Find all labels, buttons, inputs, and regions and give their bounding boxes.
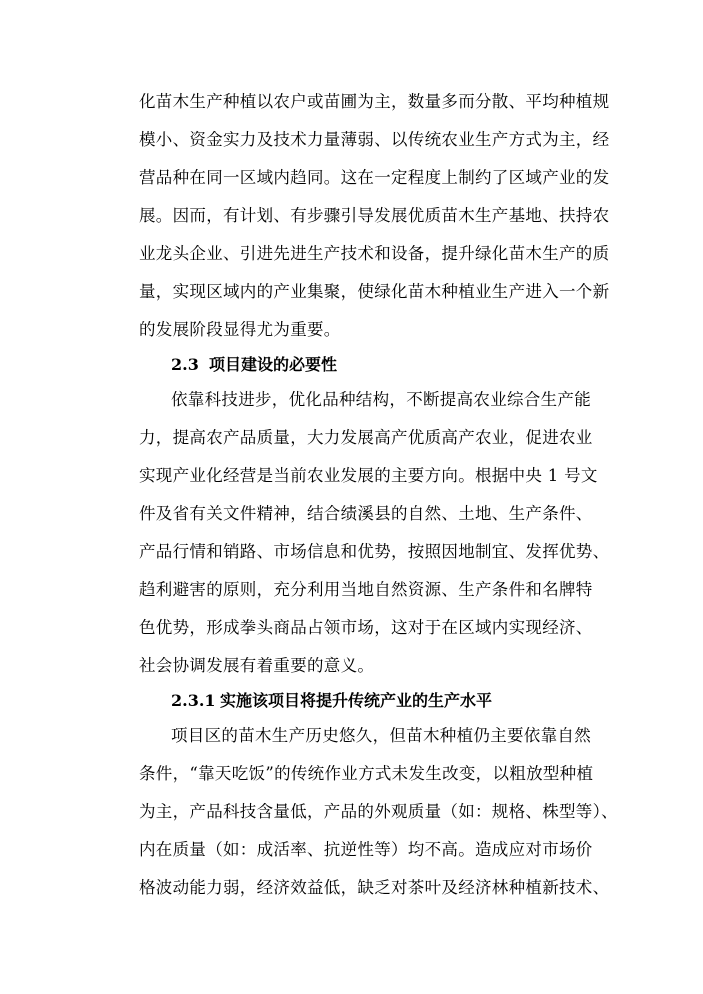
paragraph-2-line-3: 实现产业化经营是当前农业发展的主要方向。根据中央 1 号文 xyxy=(139,466,598,485)
paragraph-1-line-1: 化苗木生产种植以农户或苗圃为主，数量多而分散、平均种植规 xyxy=(139,92,610,111)
paragraph-3-line-3: 为主，产品科技含量低，产品的外观质量（如：规格、株型等）、 xyxy=(139,802,618,821)
paragraph-2-line-4: 件及省有关文件精神，结合绩溪县的自然、土地、生产条件、 xyxy=(139,504,593,523)
paragraph-2-line-1: 依靠科技进步，优化品种结构，不断提高农业综合生产能 xyxy=(171,390,591,409)
paragraph-3-line-4: 内在质量（如：成活率、抗逆性等）均不高。造成应对市场价 xyxy=(139,840,593,859)
section-heading-2-3-1 xyxy=(171,686,492,716)
paragraph-2-line-7: 色优势，形成拳头商品占领市场，这对于在区域内实现经济、 xyxy=(139,618,593,637)
paragraph-1-line-2: 模小、资金实力及技术力量薄弱、以传统农业生产方式为主，经 xyxy=(139,130,610,149)
paragraph-1-line-6: 量，实现区域内的产业集聚，使绿化苗木种植业生产进入一个新 xyxy=(139,282,610,301)
section-title: 项目建设的必要性 xyxy=(209,355,338,374)
paragraph-1-line-7: 的发展阶段显得尤为重要。 xyxy=(139,320,341,339)
section-number: 2.3 xyxy=(171,355,199,374)
paragraph-2-line-5: 产品行情和销路、市场信息和优势，按照因地制宜、发挥优势、 xyxy=(139,542,610,561)
paragraph-1-line-3: 营品种在同一区域内趋同。这在一定程度上制约了区域产业的发 xyxy=(139,168,610,187)
section-heading-2-3 xyxy=(171,350,337,380)
paragraph-2-line-6: 趋利避害的原则，充分利用当地自然资源、生产条件和名牌特 xyxy=(139,580,593,599)
paragraph-3-line-1: 项目区的苗木生产历史悠久，但苗木种植仍主要依靠自然 xyxy=(171,726,591,745)
paragraph-1-line-4: 展。因而，有计划、有步骤引导发展优质苗木生产基地、扶持农 xyxy=(139,206,610,225)
paragraph-1-line-5: 业龙头企业、引进先进生产技术和设备，提升绿化苗木生产的质 xyxy=(139,244,610,263)
paragraph-3-line-2: 条件，“靠天吃饭”的传统作业方式未发生改变，以粗放型种植 xyxy=(139,764,594,783)
section-title: 实施该项目将提升传统产业的生产水平 xyxy=(220,691,493,710)
paragraph-2-line-2: 力，提高农产品质量，大力发展高产优质高产农业，促进农业 xyxy=(139,428,593,447)
paragraph-2-line-8: 社会协调发展有着重要的意义。 xyxy=(139,656,375,675)
paragraph-3-line-5: 格波动能力弱，经济效益低，缺乏对茶叶及经济林种植新技术、 xyxy=(139,878,610,897)
section-number: 2.3.1 xyxy=(171,691,216,710)
